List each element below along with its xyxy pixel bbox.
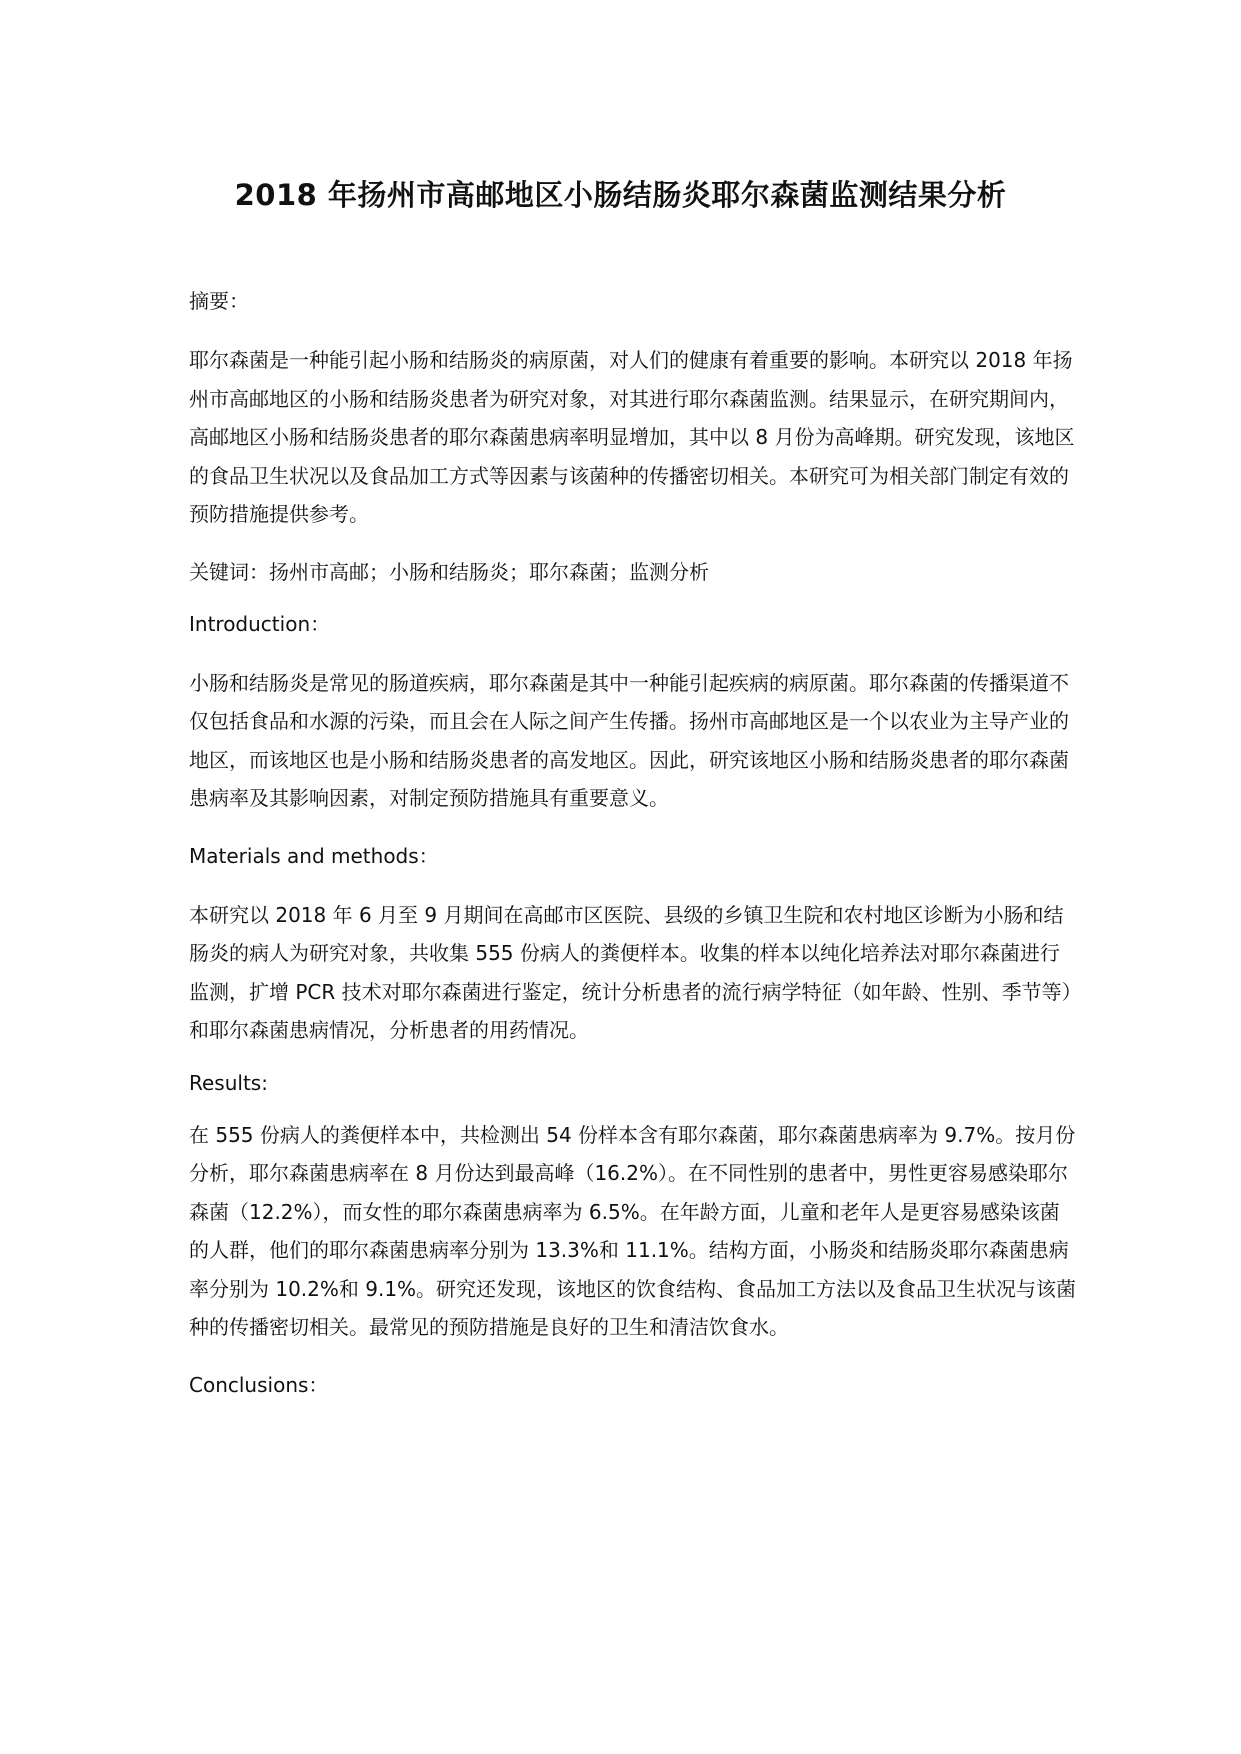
- methods-label: Materials and methods：: [189, 843, 439, 868]
- keywords-line: 关键词：扬州市高邮；小肠和结肠炎；耶尔森菌；监测分析: [189, 559, 709, 584]
- results-text: 在 555 份病人的粪便样本中，共检测出 54 份样本含有耶尔森菌，耶尔森菌患病率为 9.7%。按月份分析，耶尔森菌患病率在 8 月份达到最高峰（16.2%）。在不同性别的患者中，男性更容易感染耶尔森菌（12.2%），而女性的耶尔森菌患病率为 6.5%。在年龄方面，儿童和老年人是更容易感染该菌的人群，他们的耶尔森菌患病率分别为 13.3%和 11.1%。结构方面，小肠炎和结肠炎耶尔森菌患病率分别为 10.2%和 9.1%。研究还发现，该地区的饮食结构、食品加工方法以及食品卫生状况与该菌种的传播密切相关。最常见的预防措施是良好的卫生和清洁饮食水。: [189, 1122, 1077, 1339]
- introduction-label: Introduction：: [189, 611, 331, 636]
- results-label: Results:: [189, 1070, 268, 1095]
- methods-text: 本研究以 2018 年 6 月至 9 月期间在高邮市区医院、县级的乡镇卫生院和农村地区诊断为小肠和结肠炎的病人为研究对象，共收集 555 份病人的粪便样本。收集的样本以纯化培养法对耶尔森菌进行监测，扩增 PCR 技术对耶尔森菌进行鉴定，统计分析患者的流行病学特征（如年龄、性别、季节等）和耶尔森菌患病情况，分析患者的用药情况。: [189, 902, 1072, 1042]
- introduction-text: 小肠和结肠炎是常见的肠道疾病，耶尔森菌是其中一种能引起疾病的病原菌。耶尔森菌的传播渠道不仅包括食品和水源的污染，而且会在人际之间产生传播。扬州市高邮地区是一个以农业为主导产业的地区，而该地区也是小肠和结肠炎患者的高发地区。因此，研究该地区小肠和结肠炎患者的耶尔森菌患病率及其影响因素，对制定预防措施具有重要意义。: [189, 670, 1069, 810]
- document-title: 2018 年扬州市高邮地区小肠结肠炎耶尔森菌监测结果分析: [234, 178, 1007, 212]
- abstract-text: 耶尔森菌是一种能引起小肠和结肠炎的病原菌，对人们的健康有着重要的影响。本研究以 2018 年扬州市高邮地区的小肠和结肠炎患者为研究对象，对其进行耶尔森菌监测。结果显示，在研究期间内，高邮地区小肠和结肠炎患者的耶尔森菌患病率明显增加，其中以 8 月份为高峰期。研究发现，该地区的食品卫生状况以及食品加工方式等因素与该菌种的传播密切相关。本研究可为相关部门制定有效的预防措施提供参考。: [189, 348, 1075, 526]
- abstract-label: 摘要：: [189, 289, 249, 313]
- document-body: [189, 282, 1079, 1404]
- conclusions-label: Conclusions：: [189, 1372, 329, 1397]
